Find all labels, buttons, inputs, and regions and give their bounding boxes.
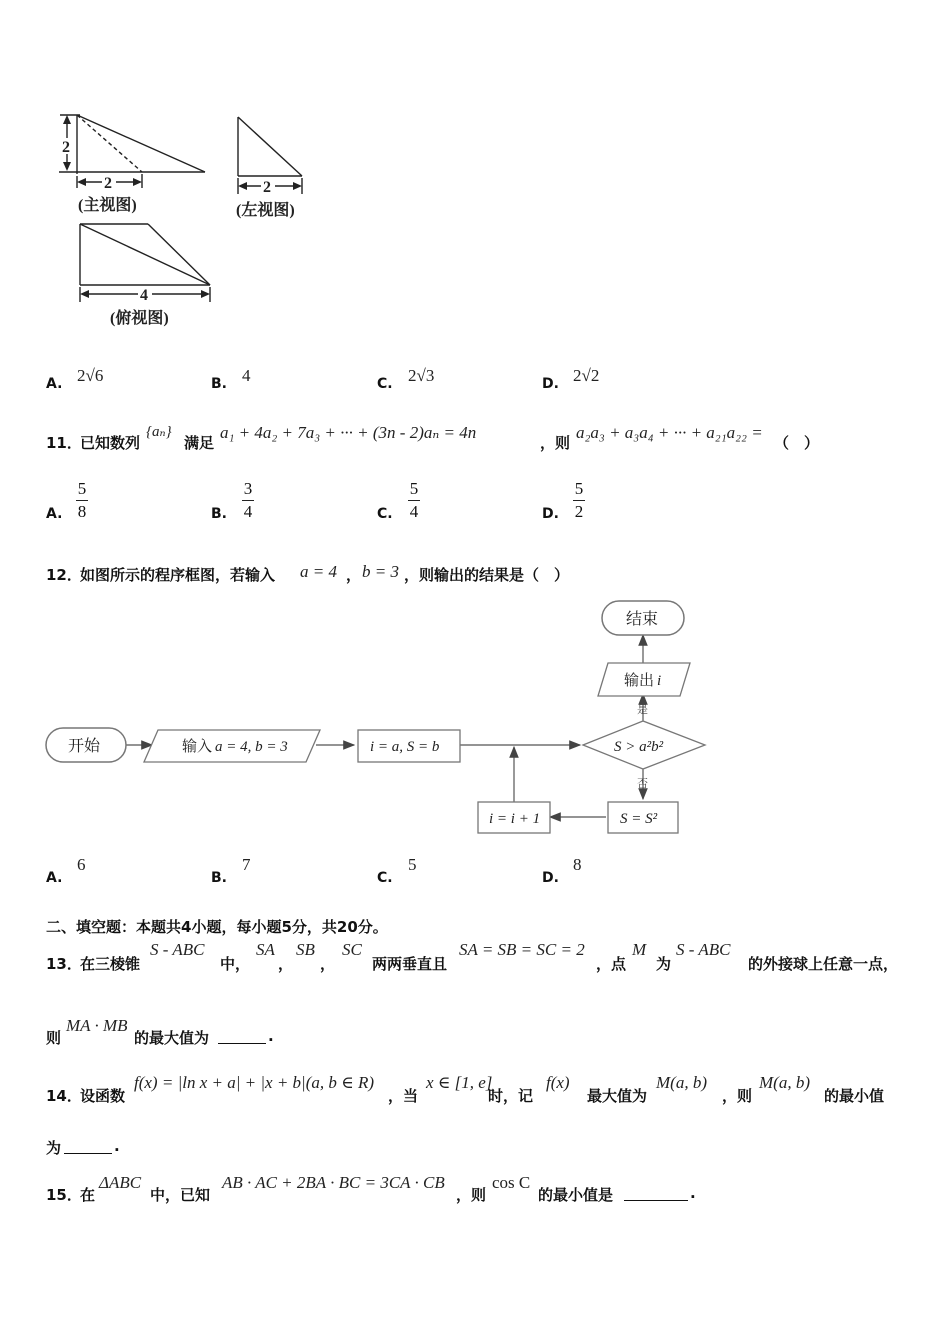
question-text: 的最小值 — [824, 1087, 885, 1105]
math-sequence: {aₙ} — [146, 424, 172, 440]
flow-output-var: i — [657, 673, 662, 689]
question-number: 15． — [46, 1186, 82, 1204]
question-text: 如图所示的程序框图，若输入 — [80, 566, 276, 584]
top-view-dim-h: 4 — [140, 287, 148, 304]
denominator: 8 — [77, 502, 87, 521]
math-expression: a₂a₃ + a₃a₄ + ··· + a₂₁a₂₂ = — [576, 423, 763, 442]
question-12 — [46, 560, 926, 588]
question-text: 的最小值是 — [538, 1186, 614, 1204]
question-number: 13． — [46, 955, 82, 973]
question-text: ， — [320, 955, 336, 973]
option-label: A. — [46, 376, 63, 392]
option-label: B. — [211, 506, 227, 522]
option-fraction — [408, 480, 420, 521]
left-view-caption: (左视图) — [236, 202, 295, 219]
option-value: 5 — [408, 855, 417, 874]
math-text: M — [632, 940, 647, 959]
flow-square-label: S = S² — [620, 811, 658, 827]
math-equation: AB · AC + 2BA · BC = 3CA · CB — [222, 1173, 445, 1192]
question-number: 12． — [46, 566, 82, 584]
question-text: ， — [346, 566, 362, 584]
answer-blank[interactable] — [64, 1139, 112, 1154]
question-text: 已知数列 — [80, 434, 141, 452]
question-text: ，点 — [596, 955, 627, 973]
answer-blank[interactable] — [624, 1186, 688, 1201]
option-fraction — [242, 480, 254, 521]
option-label: D. — [542, 506, 559, 522]
question-text: 在三棱锥 — [80, 955, 141, 973]
question-text: . — [268, 1027, 274, 1045]
question-text: 的最大值为 — [134, 1029, 210, 1047]
option-label: C. — [377, 870, 393, 886]
numerator: 3 — [243, 479, 253, 498]
option-value: 4 — [242, 366, 251, 385]
question-text: ，则 — [456, 1186, 487, 1204]
question-text: 设函数 — [80, 1087, 126, 1105]
option-value: 2√2 — [573, 366, 600, 385]
flow-no-label: 否 — [637, 778, 648, 790]
option-label: D. — [542, 376, 559, 392]
option-label: A. — [46, 870, 63, 886]
option-value: 8 — [573, 855, 582, 874]
question-text: 最大值为 — [587, 1087, 648, 1105]
math-text: SC — [342, 940, 362, 959]
flow-input-label — [182, 738, 288, 755]
question-text: 中， — [220, 955, 251, 973]
math-condition: a₁ + 4a₂ + 7a₃ + ··· + (3n - 2)aₙ = 4n — [220, 423, 477, 442]
option-label: D. — [542, 870, 559, 886]
question-text: 为 — [46, 1139, 62, 1157]
math-text: SA = SB = SC = 2 — [459, 940, 585, 959]
question-number: 11． — [46, 434, 82, 452]
denominator: 4 — [409, 502, 419, 521]
question-text: ， — [278, 955, 294, 973]
flow-decision-label: S > a²b² — [614, 739, 664, 755]
top-view-caption: (俯视图) — [110, 310, 169, 327]
flow-input-expr: a = 4, b = 3 — [215, 739, 288, 755]
question-text: . — [690, 1184, 696, 1202]
option-label: B. — [211, 870, 227, 886]
option-label: B. — [211, 376, 227, 392]
option-value: 2√6 — [77, 366, 104, 385]
question-11 — [46, 422, 926, 452]
math-domain: x ∈ [1, e] — [426, 1073, 493, 1092]
option-label: C. — [377, 506, 393, 522]
question-13-cont — [46, 1016, 546, 1048]
denominator: 4 — [243, 502, 253, 521]
flow-end-label: 结束 — [626, 611, 659, 628]
option-label: A. — [46, 506, 63, 522]
question-13 — [46, 938, 926, 972]
math-b: b = 3 — [362, 562, 399, 581]
question-text: 时，记 — [488, 1087, 534, 1105]
question-text: 在 — [80, 1186, 96, 1204]
question-text: ，当 — [388, 1087, 419, 1105]
math-fx: f(x) — [546, 1073, 570, 1092]
flow-output-prefix: 输出 — [624, 673, 655, 689]
answer-blank[interactable] — [218, 1029, 266, 1044]
math-M: M(a, b) — [759, 1073, 810, 1092]
numerator: 5 — [574, 479, 584, 498]
flow-start-label: 开始 — [68, 738, 101, 755]
question-text: ，则 — [722, 1087, 753, 1105]
math-text: SA — [256, 940, 275, 959]
left-view-dim-h: 2 — [263, 179, 271, 196]
question-text: 为 — [656, 955, 672, 973]
option-value: 2√3 — [408, 366, 435, 385]
flow-yes-label: 是 — [637, 704, 648, 716]
question-15 — [46, 1170, 926, 1204]
answer-parens: （ ） — [774, 434, 820, 452]
option-value: 7 — [242, 855, 251, 874]
math-triangle: ΔABC — [99, 1173, 142, 1192]
flow-init-label: i = a, S = b — [370, 739, 440, 755]
front-view — [59, 115, 205, 188]
math-function: f(x) = |ln x + a| + |x + b|(a, b ∈ R) — [134, 1073, 375, 1092]
flow-increment-label: i = i + 1 — [489, 811, 541, 827]
math-text: S - ABC — [150, 940, 205, 959]
question-text: ，则输出的结果是（ ） — [404, 566, 570, 584]
math-text: S - ABC — [676, 940, 731, 959]
question-text: ，则 — [540, 434, 571, 452]
front-view-dim-h: 2 — [104, 175, 112, 192]
three-view-figure — [50, 108, 330, 333]
question-number: 14． — [46, 1087, 82, 1105]
math-M: M(a, b) — [656, 1073, 707, 1092]
option-value: 6 — [77, 855, 86, 874]
math-cos: cos C — [492, 1173, 531, 1192]
option-fraction — [76, 480, 88, 521]
flow-input-prefix: 输入 — [182, 739, 213, 755]
question-text: 中，已知 — [150, 1186, 211, 1204]
math-a: a = 4 — [300, 562, 337, 581]
question-text: 两两垂直且 — [372, 955, 448, 973]
flowchart — [40, 595, 720, 840]
math-text: MA · MB — [66, 1016, 128, 1035]
question-text: 则 — [46, 1029, 62, 1047]
front-view-caption: (主视图) — [78, 197, 137, 214]
front-view-dim-v: 2 — [62, 139, 70, 156]
question-14-cont — [46, 1134, 246, 1160]
question-14 — [46, 1070, 926, 1104]
numerator: 5 — [409, 479, 419, 498]
option-fraction — [573, 480, 585, 521]
option-label: C. — [377, 376, 393, 392]
question-text: 满足 — [184, 434, 215, 452]
math-text: SB — [296, 940, 315, 959]
question-text: . — [114, 1137, 120, 1155]
numerator: 5 — [77, 479, 87, 498]
section-title: 二、填空题：本题共4小题，每小题5分，共20分。 — [46, 918, 388, 936]
question-text: 的外接球上任意一点， — [748, 955, 899, 973]
denominator: 2 — [574, 502, 584, 521]
